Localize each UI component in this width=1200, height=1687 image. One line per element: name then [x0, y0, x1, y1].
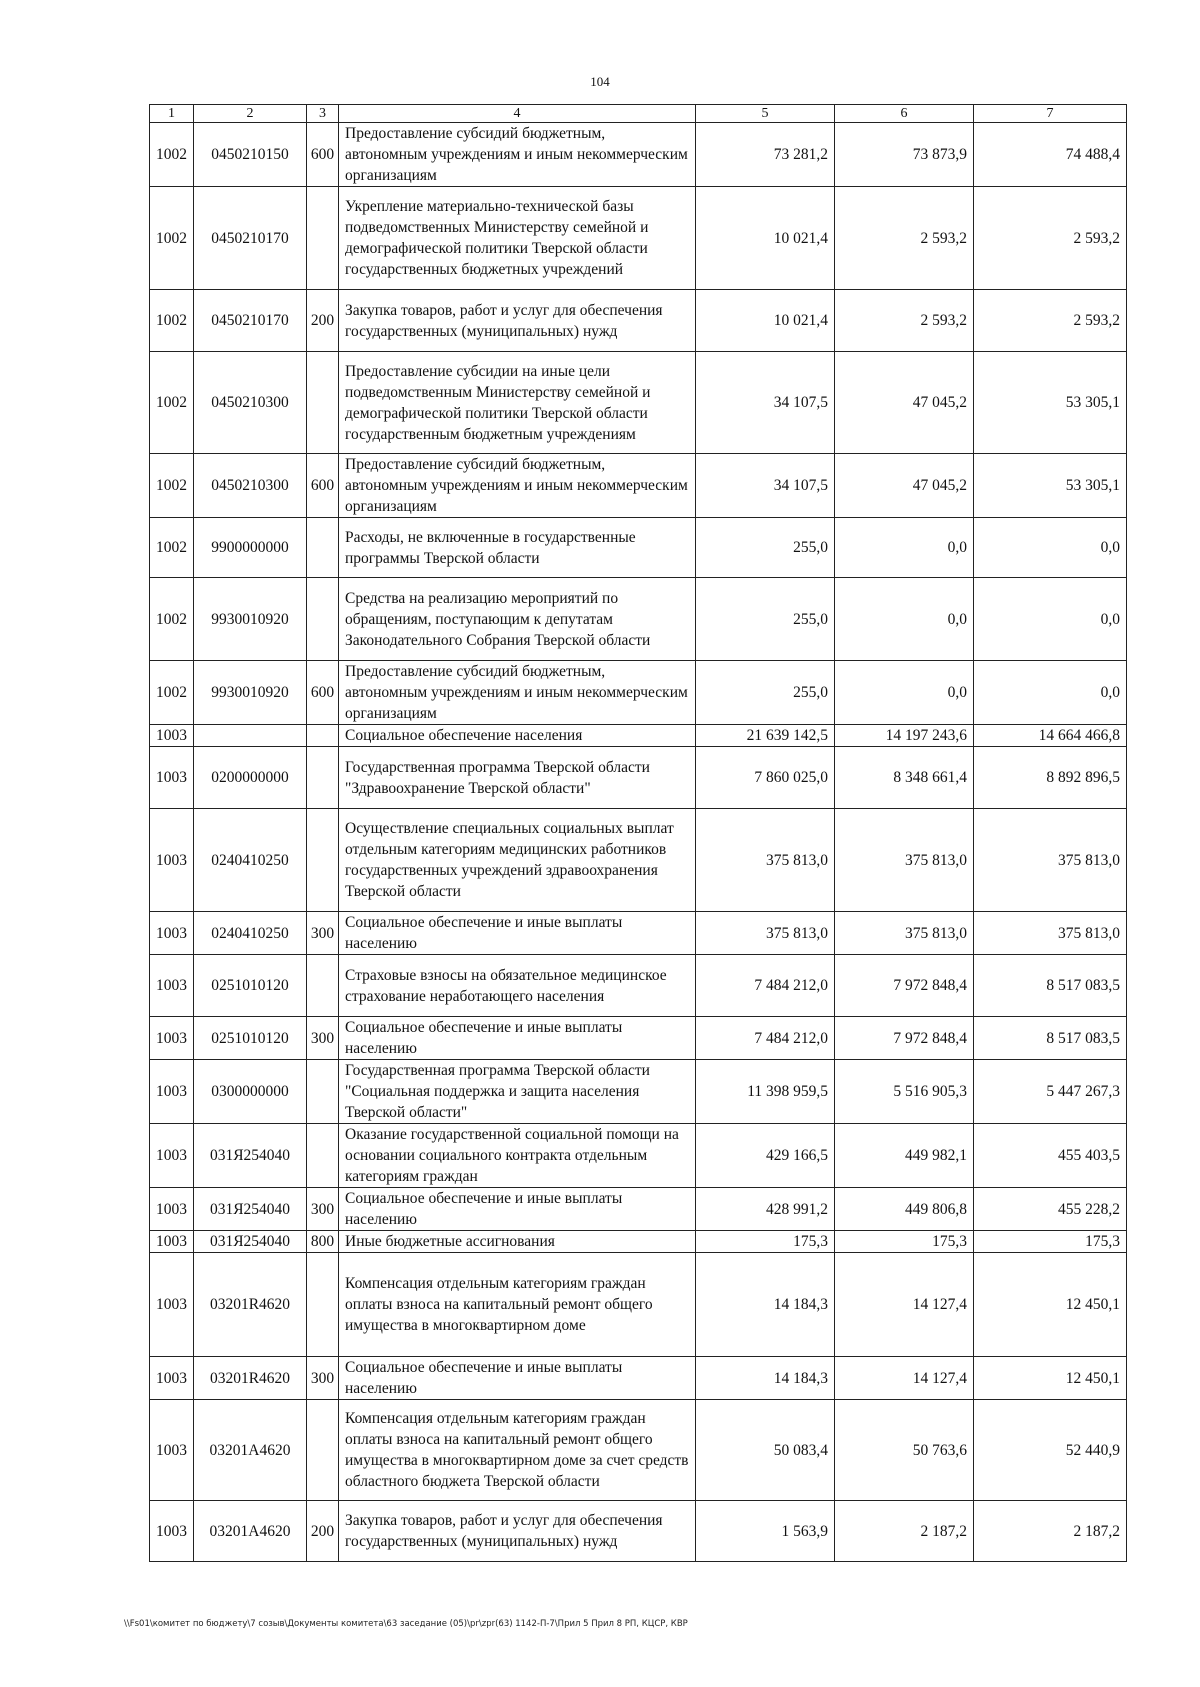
cell-name: Предоставление субсидии на иные цели подведомственным Министерству семейной и демографической политики Тверской области государственным бюджетным учреждениям	[339, 352, 696, 454]
table-row	[150, 1357, 1127, 1400]
table-row	[150, 1124, 1127, 1188]
cell-value-7: 2 593,2	[974, 290, 1127, 352]
cell-csr: 03201A4620	[194, 1501, 307, 1562]
cell-value-5: 14 184,3	[696, 1357, 835, 1400]
cell-value-6: 375 813,0	[835, 912, 974, 955]
table-row	[150, 187, 1127, 290]
cell-value-7: 8 892 896,5	[974, 747, 1127, 809]
cell-name: Компенсация отдельным категориям граждан оплаты взноса на капитальный ремонт общего имущества в многоквартирном доме за счет средств областного бюджета Тверской области	[339, 1400, 696, 1501]
cell-razdel: 1002	[150, 661, 194, 725]
cell-value-7: 52 440,9	[974, 1400, 1127, 1501]
cell-vr	[307, 747, 339, 809]
cell-name: Предоставление субсидий бюджетным, автономным учреждениям и иным некоммерческим организациям	[339, 123, 696, 187]
cell-value-5: 429 166,5	[696, 1124, 835, 1188]
table-row	[150, 725, 1127, 747]
cell-value-5: 10 021,4	[696, 187, 835, 290]
table-row	[150, 1400, 1127, 1501]
cell-value-7: 14 664 466,8	[974, 725, 1127, 747]
header-col-5: 5	[696, 105, 835, 123]
cell-value-6: 7 972 848,4	[835, 1017, 974, 1060]
cell-value-7: 12 450,1	[974, 1253, 1127, 1357]
cell-value-7: 375 813,0	[974, 912, 1127, 955]
table-row	[150, 1017, 1127, 1060]
cell-value-6: 47 045,2	[835, 352, 974, 454]
cell-value-6: 449 982,1	[835, 1124, 974, 1188]
cell-razdel: 1003	[150, 809, 194, 912]
cell-value-5: 1 563,9	[696, 1501, 835, 1562]
table-body	[150, 123, 1127, 1562]
cell-razdel: 1002	[150, 187, 194, 290]
cell-csr: 0251010120	[194, 955, 307, 1017]
cell-razdel: 1003	[150, 1357, 194, 1400]
cell-vr: 300	[307, 1017, 339, 1060]
cell-value-5: 34 107,5	[696, 352, 835, 454]
table-row	[150, 352, 1127, 454]
cell-vr	[307, 1400, 339, 1501]
cell-value-5: 255,0	[696, 518, 835, 578]
cell-value-6: 14 127,4	[835, 1253, 974, 1357]
cell-razdel: 1002	[150, 290, 194, 352]
cell-name: Осуществление специальных социальных выплат отдельным категориям медицинских работников государственных учреждений здравоохранения Тверской области	[339, 809, 696, 912]
cell-razdel: 1003	[150, 1253, 194, 1357]
cell-name: Социальное обеспечение и иные выплаты населению	[339, 1357, 696, 1400]
cell-value-7: 375 813,0	[974, 809, 1127, 912]
table-row	[150, 747, 1127, 809]
cell-vr	[307, 725, 339, 747]
cell-value-5: 21 639 142,5	[696, 725, 835, 747]
cell-value-5: 255,0	[696, 578, 835, 661]
cell-name: Средства на реализацию мероприятий по обращениям, поступающим к депутатам Законодательного Собрания Тверской области	[339, 578, 696, 661]
cell-razdel: 1003	[150, 1060, 194, 1124]
cell-value-7: 12 450,1	[974, 1357, 1127, 1400]
cell-csr	[194, 725, 307, 747]
cell-value-7: 2 187,2	[974, 1501, 1127, 1562]
cell-csr: 031Я254040	[194, 1231, 307, 1253]
cell-csr: 031Я254040	[194, 1188, 307, 1231]
cell-value-5: 375 813,0	[696, 809, 835, 912]
cell-value-7: 0,0	[974, 518, 1127, 578]
cell-csr: 0240410250	[194, 912, 307, 955]
cell-value-6: 14 197 243,6	[835, 725, 974, 747]
header-col-1: 1	[150, 105, 194, 123]
cell-value-5: 7 484 212,0	[696, 955, 835, 1017]
table-row	[150, 912, 1127, 955]
table-row	[150, 454, 1127, 518]
header-col-6: 6	[835, 105, 974, 123]
cell-value-7: 8 517 083,5	[974, 1017, 1127, 1060]
cell-value-6: 7 972 848,4	[835, 955, 974, 1017]
table-row	[150, 1501, 1127, 1562]
cell-razdel: 1003	[150, 747, 194, 809]
page-number: 104	[590, 74, 610, 89]
cell-csr: 0450210170	[194, 187, 307, 290]
cell-name: Страховые взносы на обязательное медицинское страхование неработающего населения	[339, 955, 696, 1017]
cell-value-5: 34 107,5	[696, 454, 835, 518]
cell-value-7: 0,0	[974, 578, 1127, 661]
cell-value-7: 455 228,2	[974, 1188, 1127, 1231]
cell-vr	[307, 578, 339, 661]
header-col-3: 3	[307, 105, 339, 123]
cell-vr	[307, 1124, 339, 1188]
cell-razdel: 1003	[150, 912, 194, 955]
cell-csr: 0200000000	[194, 747, 307, 809]
cell-value-6: 5 516 905,3	[835, 1060, 974, 1124]
cell-value-5: 50 083,4	[696, 1400, 835, 1501]
cell-razdel: 1002	[150, 352, 194, 454]
cell-vr: 600	[307, 661, 339, 725]
cell-value-5: 11 398 959,5	[696, 1060, 835, 1124]
cell-vr	[307, 518, 339, 578]
cell-value-6: 14 127,4	[835, 1357, 974, 1400]
cell-razdel: 1003	[150, 1501, 194, 1562]
cell-value-5: 7 484 212,0	[696, 1017, 835, 1060]
table-row	[150, 809, 1127, 912]
table-row	[150, 123, 1127, 187]
cell-vr: 300	[307, 1188, 339, 1231]
header-col-7: 7	[974, 105, 1127, 123]
cell-value-7: 455 403,5	[974, 1124, 1127, 1188]
budget-table	[149, 104, 1127, 1562]
cell-value-7: 53 305,1	[974, 454, 1127, 518]
table-row	[150, 578, 1127, 661]
cell-csr: 03201A4620	[194, 1400, 307, 1501]
cell-vr: 800	[307, 1231, 339, 1253]
cell-vr: 200	[307, 1501, 339, 1562]
cell-razdel: 1003	[150, 1017, 194, 1060]
cell-razdel: 1002	[150, 518, 194, 578]
cell-vr: 300	[307, 1357, 339, 1400]
cell-csr: 0450210300	[194, 352, 307, 454]
cell-value-6: 0,0	[835, 578, 974, 661]
cell-name: Закупка товаров, работ и услуг для обеспечения государственных (муниципальных) нужд	[339, 1501, 696, 1562]
cell-razdel: 1003	[150, 1188, 194, 1231]
cell-csr: 9900000000	[194, 518, 307, 578]
cell-vr: 200	[307, 290, 339, 352]
table-row	[150, 518, 1127, 578]
cell-value-7: 53 305,1	[974, 352, 1127, 454]
cell-csr: 9930010920	[194, 578, 307, 661]
cell-razdel: 1002	[150, 123, 194, 187]
cell-csr: 0450210300	[194, 454, 307, 518]
table-row	[150, 290, 1127, 352]
cell-csr: 0240410250	[194, 809, 307, 912]
cell-razdel: 1002	[150, 454, 194, 518]
cell-value-6: 375 813,0	[835, 809, 974, 912]
cell-razdel: 1003	[150, 1231, 194, 1253]
cell-value-5: 255,0	[696, 661, 835, 725]
cell-value-6: 449 806,8	[835, 1188, 974, 1231]
cell-vr	[307, 955, 339, 1017]
cell-value-6: 175,3	[835, 1231, 974, 1253]
footer-file-path: \\Fs01\комитет по бюджету\7 созыв\Документы комитета\63 заседание (05)\pr\zpr(63) 1142-П-7\Прил 5 Прил 8 РП, КЦСР, КВР	[124, 1619, 688, 1629]
table-row	[150, 661, 1127, 725]
cell-name: Закупка товаров, работ и услуг для обеспечения государственных (муниципальных) нужд	[339, 290, 696, 352]
cell-value-7: 8 517 083,5	[974, 955, 1127, 1017]
header-col-2: 2	[194, 105, 307, 123]
cell-name: Социальное обеспечение и иные выплаты населению	[339, 1188, 696, 1231]
table-row	[150, 1060, 1127, 1124]
cell-name: Предоставление субсидий бюджетным, автономным учреждениям и иным некоммерческим организациям	[339, 454, 696, 518]
cell-name: Расходы, не включенные в государственные программы Тверской области	[339, 518, 696, 578]
cell-vr: 600	[307, 123, 339, 187]
cell-value-5: 375 813,0	[696, 912, 835, 955]
cell-razdel: 1002	[150, 578, 194, 661]
cell-name: Предоставление субсидий бюджетным, автономным учреждениям и иным некоммерческим организациям	[339, 661, 696, 725]
cell-name: Государственная программа Тверской области "Социальная поддержка и защита населения Тверской области"	[339, 1060, 696, 1124]
table-row	[150, 1231, 1127, 1253]
cell-value-7: 0,0	[974, 661, 1127, 725]
cell-csr: 0450210150	[194, 123, 307, 187]
cell-value-6: 0,0	[835, 661, 974, 725]
cell-value-5: 428 991,2	[696, 1188, 835, 1231]
cell-razdel: 1003	[150, 1400, 194, 1501]
cell-name: Социальное обеспечение населения	[339, 725, 696, 747]
cell-name: Социальное обеспечение и иные выплаты населению	[339, 912, 696, 955]
table-header-row	[150, 105, 1127, 123]
cell-csr: 03201R4620	[194, 1357, 307, 1400]
cell-name: Оказание государственной социальной помощи на основании социального контракта отдельным категориям граждан	[339, 1124, 696, 1188]
table-row	[150, 1188, 1127, 1231]
cell-name: Укрепление материально-технической базы подведомственных Министерству семейной и демографической политики Тверской области государственных бюджетных учреждений	[339, 187, 696, 290]
cell-value-5: 14 184,3	[696, 1253, 835, 1357]
cell-value-5: 175,3	[696, 1231, 835, 1253]
cell-name: Социальное обеспечение и иные выплаты населению	[339, 1017, 696, 1060]
cell-value-6: 73 873,9	[835, 123, 974, 187]
cell-razdel: 1003	[150, 1124, 194, 1188]
cell-value-6: 2 593,2	[835, 187, 974, 290]
table-row	[150, 1253, 1127, 1357]
header-col-4: 4	[339, 105, 696, 123]
cell-value-7: 175,3	[974, 1231, 1127, 1253]
cell-name: Иные бюджетные ассигнования	[339, 1231, 696, 1253]
cell-razdel: 1003	[150, 955, 194, 1017]
cell-name: Компенсация отдельным категориям граждан оплаты взноса на капитальный ремонт общего имущества в многоквартирном доме	[339, 1253, 696, 1357]
cell-value-7: 5 447 267,3	[974, 1060, 1127, 1124]
cell-vr	[307, 352, 339, 454]
cell-value-5: 7 860 025,0	[696, 747, 835, 809]
cell-csr: 0251010120	[194, 1017, 307, 1060]
cell-value-6: 0,0	[835, 518, 974, 578]
cell-value-5: 73 281,2	[696, 123, 835, 187]
cell-csr: 0300000000	[194, 1060, 307, 1124]
cell-value-6: 50 763,6	[835, 1400, 974, 1501]
cell-value-5: 10 021,4	[696, 290, 835, 352]
cell-vr	[307, 1253, 339, 1357]
cell-razdel: 1003	[150, 725, 194, 747]
cell-csr: 9930010920	[194, 661, 307, 725]
cell-vr	[307, 187, 339, 290]
cell-csr: 0450210170	[194, 290, 307, 352]
cell-csr: 031Я254040	[194, 1124, 307, 1188]
cell-value-6: 2 593,2	[835, 290, 974, 352]
cell-value-6: 8 348 661,4	[835, 747, 974, 809]
cell-vr: 600	[307, 454, 339, 518]
cell-value-6: 47 045,2	[835, 454, 974, 518]
cell-vr	[307, 809, 339, 912]
cell-csr: 03201R4620	[194, 1253, 307, 1357]
cell-value-7: 2 593,2	[974, 187, 1127, 290]
cell-vr: 300	[307, 912, 339, 955]
cell-name: Государственная программа Тверской области "Здравоохранение Тверской области"	[339, 747, 696, 809]
table-row	[150, 955, 1127, 1017]
cell-vr	[307, 1060, 339, 1124]
cell-value-7: 74 488,4	[974, 123, 1127, 187]
cell-value-6: 2 187,2	[835, 1501, 974, 1562]
